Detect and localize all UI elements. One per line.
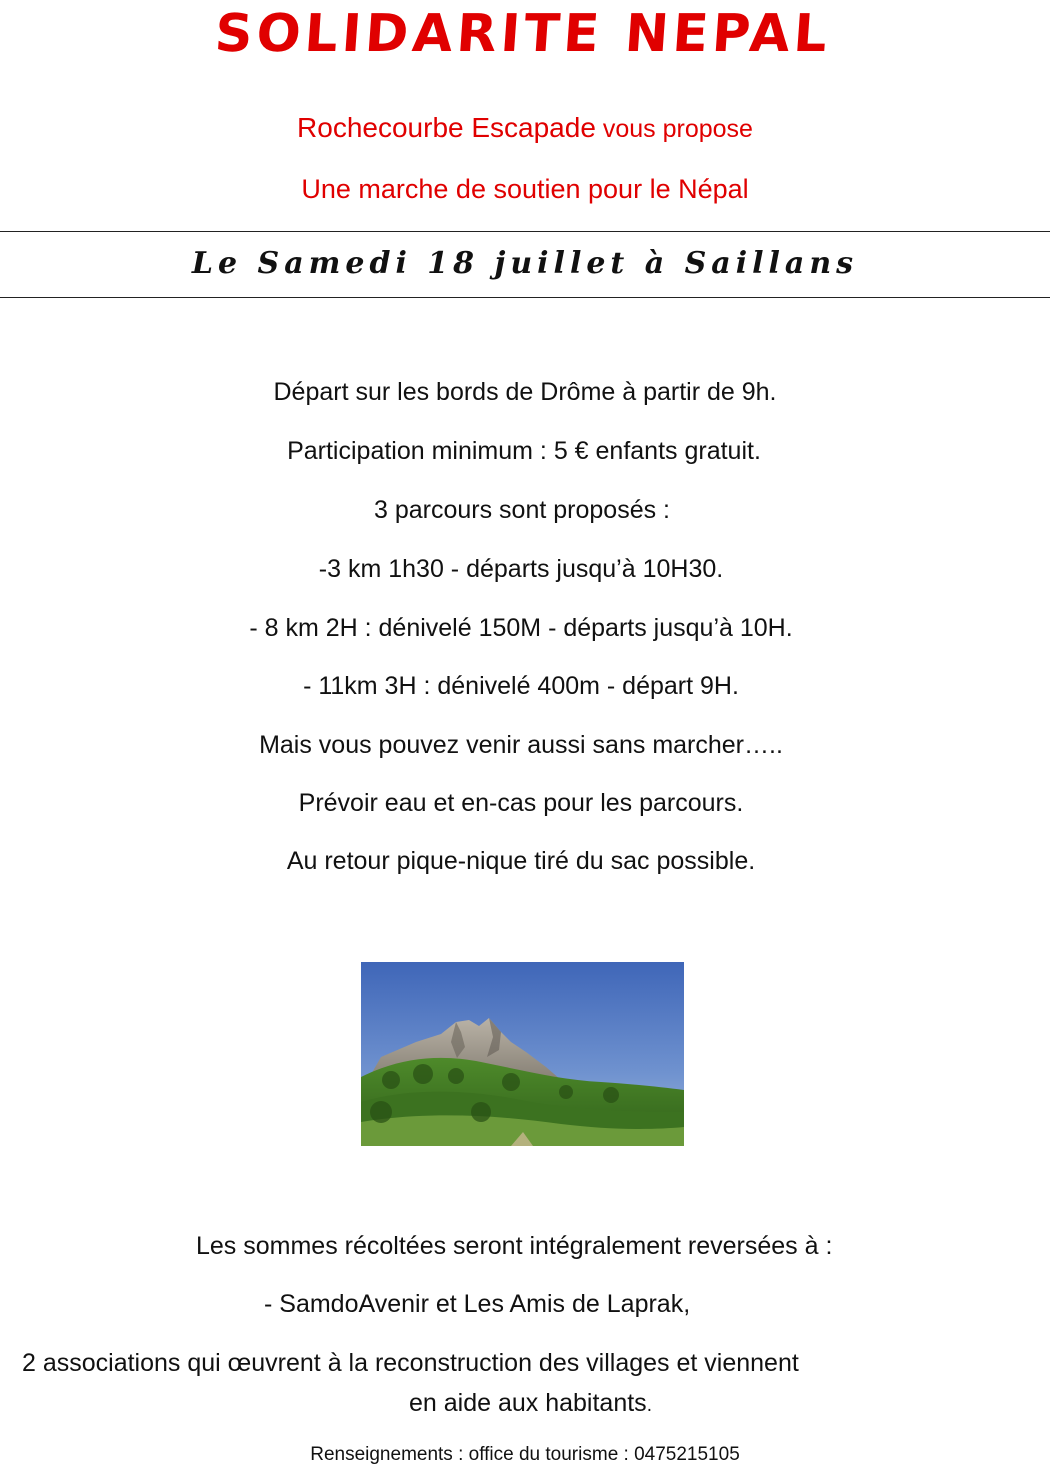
associations-line: 2 associations qui œuvrent à la reconstruction des villages et viennent: [22, 1349, 799, 1377]
mountain-photo: [361, 962, 684, 1146]
associations-line-2-end: .: [646, 1395, 652, 1416]
page-title: SOLIDARITE NEPAL: [212, 4, 833, 64]
beneficiaries: - SamdoAvenir et Les Amis de Laprak,: [264, 1290, 691, 1318]
detail-line: Prévoir eau et en-cas pour les parcours.: [298, 789, 744, 817]
detail-line: Au retour pique-nique tiré du sac possible.: [286, 847, 756, 875]
detail-line: Départ sur les bords de Drôme à partir de 9h.: [273, 378, 777, 406]
associations-line-2: [409, 1389, 652, 1418]
detail-line: Participation minimum : 5 € enfants gratuit.: [287, 437, 761, 465]
divider-bottom: [0, 297, 1050, 298]
event-date: Le Samedi 18 juillet à Saillans: [191, 246, 859, 281]
divider-top: [0, 231, 1050, 232]
organizer-name: Rochecourbe Escapade: [297, 112, 596, 143]
organizer-line: [0, 112, 1050, 144]
detail-line: -3 km 1h30 - départs jusqu’à 10H30.: [318, 555, 724, 583]
detail-line: Mais vous pouvez venir aussi sans marcher…..: [259, 731, 783, 759]
donation-intro: Les sommes récoltées seront intégralement reversées à :: [196, 1232, 833, 1260]
organizer-suffix: vous propose: [595, 115, 753, 143]
detail-line: - 8 km 2H : dénivelé 150M - départs jusqu’à 10H.: [249, 614, 793, 642]
associations-line-2-text: en aide aux habitants: [409, 1389, 647, 1417]
contact-info: Renseignements : office du tourisme : 0475215105: [310, 1444, 740, 1465]
tagline: Une marche de soutien pour le Népal: [301, 174, 749, 204]
detail-line: - 11km 3H : dénivelé 400m - départ 9H.: [303, 672, 739, 700]
detail-line: 3 parcours sont proposés :: [374, 496, 670, 524]
